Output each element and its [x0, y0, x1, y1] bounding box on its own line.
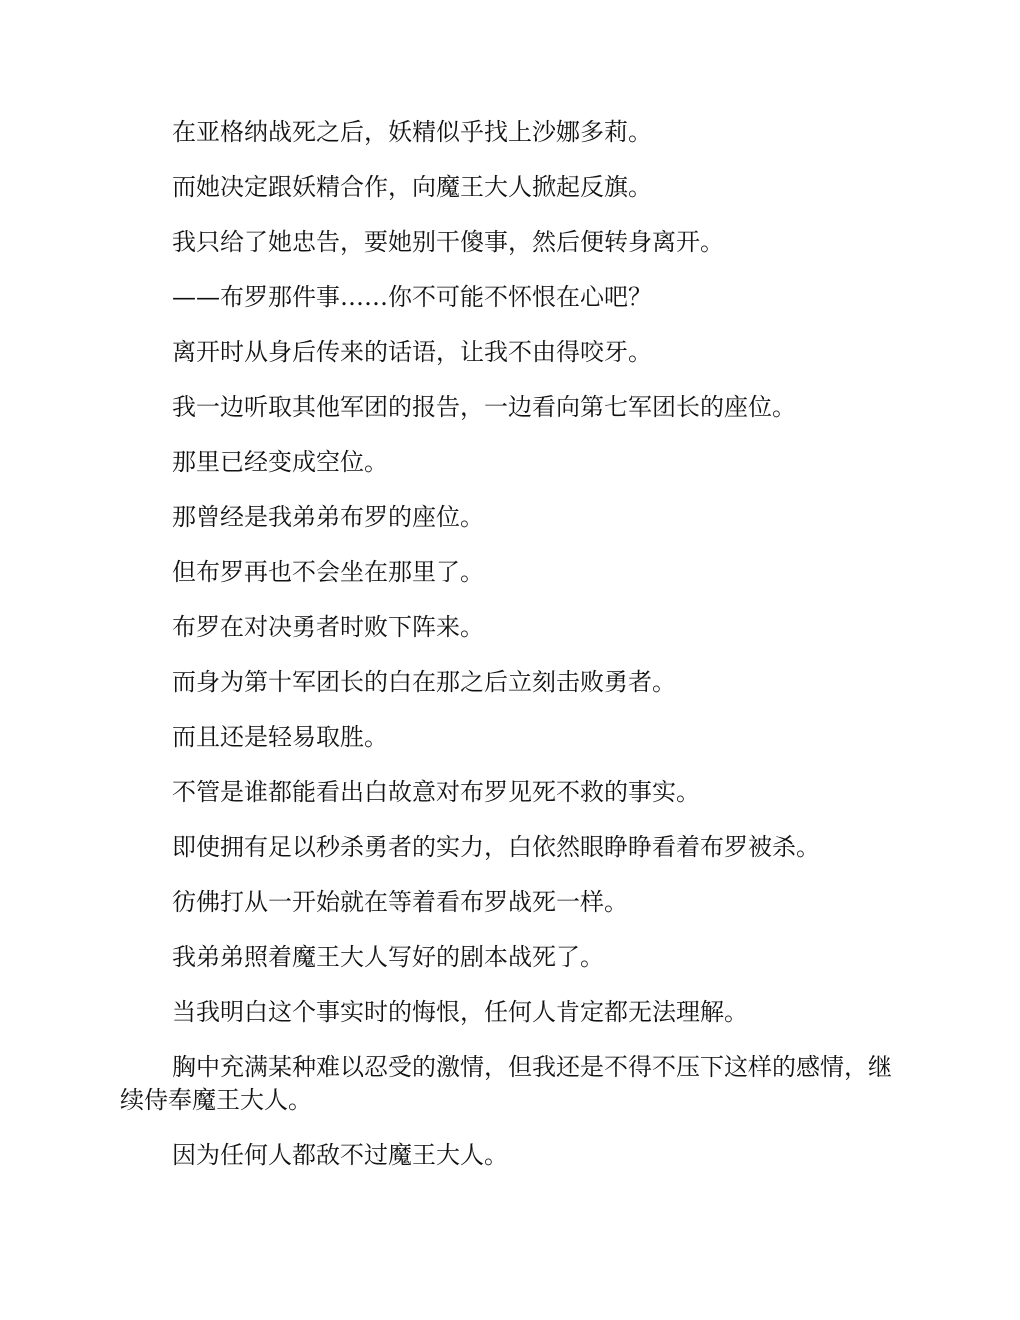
- paragraph: 那里已经变成空位。: [172, 448, 388, 476]
- paragraph: 而她决定跟妖精合作，向魔王大人掀起反旗。: [172, 173, 652, 201]
- paragraph: 而身为第十军团长的白在那之后立刻击败勇者。: [172, 668, 676, 696]
- paragraph: 离开时从身后传来的话语，让我不由得咬牙。: [172, 338, 652, 366]
- paragraph: 即使拥有足以秒杀勇者的实力，白依然眼睁睁看着布罗被杀。: [172, 833, 820, 861]
- paragraph: 但布罗再也不会坐在那里了。: [172, 558, 484, 586]
- paragraph: 胸中充满某种难以忍受的激情，但我还是不得不压下这样的感情，继续侍奉魔王大人。: [120, 1053, 892, 1114]
- paragraph: ——布罗那件事……你不可能不怀恨在心吧？: [172, 283, 652, 311]
- paragraph: 因为任何人都敌不过魔王大人。: [172, 1141, 508, 1169]
- paragraph: 而且还是轻易取胜。: [172, 723, 388, 751]
- paragraph: 当我明白这个事实时的悔恨，任何人肯定都无法理解。: [172, 998, 748, 1026]
- paragraph: 不管是谁都能看出白故意对布罗见死不救的事实。: [172, 778, 700, 806]
- paragraph: 布罗在对决勇者时败下阵来。: [172, 613, 484, 641]
- text-body: [120, 116, 900, 1194]
- paragraph: 我只给了她忠告，要她别干傻事，然后便转身离开。: [172, 228, 724, 256]
- paragraph: 我一边听取其他军团的报告，一边看向第七军团长的座位。: [172, 393, 796, 421]
- paragraph: 我弟弟照着魔王大人写好的剧本战死了。: [172, 943, 604, 971]
- paragraph: 那曾经是我弟弟布罗的座位。: [172, 503, 484, 531]
- paragraph: 在亚格纳战死之后，妖精似乎找上沙娜多莉。: [172, 118, 652, 146]
- paragraph: 彷佛打从一开始就在等着看布罗战死一样。: [172, 888, 628, 916]
